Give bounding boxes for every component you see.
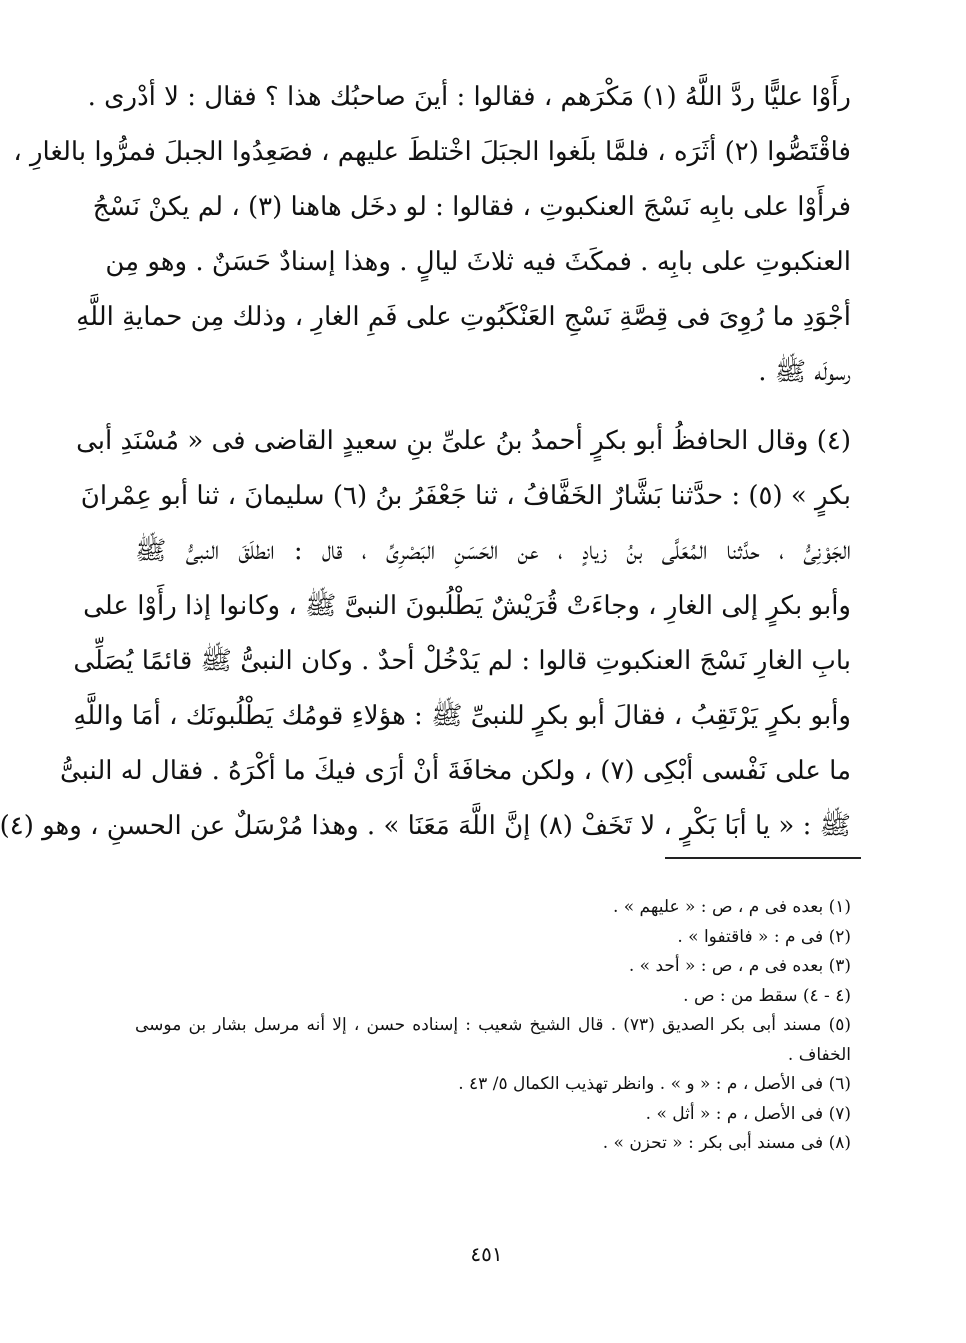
text-line: بابِ الغارِ نَسْجَ العنكبوتِ قالوا : لم يَدْخُلْ أحدٌ . وكان النبىُّ ﷺ قائمًا يُصَلِّى <box>73 646 851 676</box>
paragraph-1 <box>13 70 851 400</box>
paragraph-gap <box>135 400 851 414</box>
text-line: ما على نَفْسى أبْكِى (٧) ، ولكن مخافَةَ أنْ أرَى فيكَ ما أكْرَهُ . فقال له النبىُّ <box>60 756 851 786</box>
footnote-1: (١) بعده فى م ، ص : « عليهم » . <box>612 897 851 917</box>
text-line: وأبو بكرٍ يَرْتَقِبُ ، فقالَ أبو بكرٍ للنبىِّ ﷺ : هؤلاءِ قومُك يَطْلُبونَك ، أمَا واللَّهِ <box>73 701 851 731</box>
text-line: أجْوَدِ ما رُوِىَ فى قِصَّةِ نَسْجِ العَنْكَبُوتِ على فَمِ الغارِ ، وذلك مِن حمايةِ اللَّهِ <box>76 302 851 332</box>
footnote-3: (٣) بعده فى م ، ص : « أحد » . <box>628 956 851 976</box>
text-line: رسولَه ﷺ . <box>758 357 851 387</box>
text-line: فرأَوْا على بابِه نَسْجَ العنكبوتِ ، فقالوا : لو دخَل هاهنا (٣) ، لم يكنْ نَسْجُ <box>92 192 851 222</box>
text-line: (٤) وقال الحافظُ أبو بكرٍ أحمدُ بنُ علىِّ بنِ سعيدٍ القاضى فى « مُسْنَدِ أبى <box>76 426 851 456</box>
text-line: ﷺ : « يا أبَا بَكْرٍ ، لا تَخَفْ (٨) إنَّ اللَّهَ مَعَنَا » . وهذا مُرْسَلٌ عن الحسنِ ، وهو (٤) <box>0 811 851 841</box>
text-line: الجَوْنِىُّ ، حدَّثنا المُعَلَّى بنُ زيادٍ ، عن الحَسَنِ البَصْرِىِّ ، قال : انطلَقَ النبىُّ ﷺ <box>135 536 851 566</box>
footnote-6: (٦) فى الأصل ، م : « و » . وانظر تهذيب الكمال ٥/ ٤٣ . <box>458 1074 851 1094</box>
text-line: فاقْتَصُّوا (٢) أثَرَه ، فلمَّا بلَغوا الجبَلَ اخْتلطَ عليهم ، فصَعِدُوا الجبلَ فمرُّوا بالغارِ ، <box>13 137 851 167</box>
main-text <box>0 70 851 854</box>
text-line: العنكبوتِ على بابِه . فمكَثَ فيه ثلاثَ ليالٍ . وهذا إسنادٌ حَسَنٌ . وهو مِن <box>105 247 851 277</box>
footnote-5: (٥) مسند أبى بكر الصديق (٧٣) . قال الشيخ شعيب : إسناده حسن ، إلا أنه مرسل بشار بن موسى الخفاف . <box>135 1015 851 1065</box>
footnote-7: (٧) فى الأصل ، م : « أثل » . <box>645 1103 851 1124</box>
footnote-2: (٢) فى م : « فاقتفوا » . <box>677 926 851 947</box>
footnote-4: (٤ - ٤) سقط من : ص . <box>683 985 851 1006</box>
text-line: رأَوْا عليًّا ردَّ اللَّهُ (١) مَكْرَهم ، فقالوا : أينَ صاحبُك هذا ؟ فقال : لا أدْرى . <box>87 82 851 112</box>
text-line: بكرٍ » (٥) : حدَّثنا بَشَّارٌ الخَفَّافُ ، ثنا جَعْفَرُ بنُ (٦) سليمانَ ، ثنا أبو عِمْرانَ <box>80 481 851 511</box>
footnote-separator <box>665 857 861 859</box>
footnotes <box>135 893 851 1159</box>
page-number: ٤٥١ <box>470 1242 503 1266</box>
paragraph-2 <box>0 414 851 854</box>
footnote-8: (٨) فى مسند أبى بكر : « تحزن » . <box>602 1133 851 1153</box>
text-line: وأبو بكرٍ إلى الغارِ ، وجاءَتْ قُرَيْشٌ يَطْلُبونَ النبىَّ ﷺ ، وكانوا إذا رأَوْا على <box>83 591 851 621</box>
